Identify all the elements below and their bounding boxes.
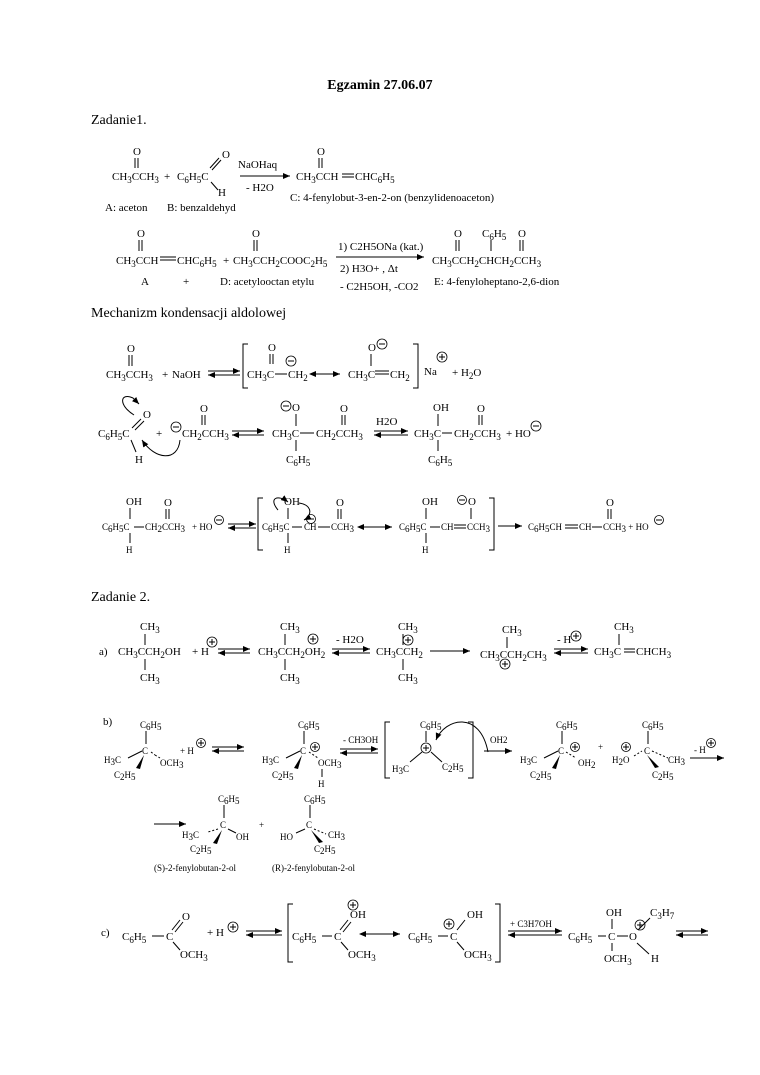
svg-text:CH3C: $CH_3C$ [594,646,622,660]
svg-text:+: + [259,820,265,830]
task2-part-a [99,621,672,686]
svg-text:H: H [218,187,226,199]
svg-text:O: O [629,931,637,943]
svg-text:H: H [284,545,291,555]
reaction-1-reagent-top: NaOHaq [238,159,278,171]
svg-text:C6H5C: C6H5C [102,522,130,534]
svg-text:CH3CCH2OH: $CH_3CCH_2OH$ [118,646,181,660]
svg-text:CH3: $CH_3$ [614,621,634,635]
svg-text:+: + [223,255,230,267]
svg-text:CH3: $CH_3$ [280,672,300,686]
label-a-aceton: A: aceton [105,202,148,214]
reaction-2-condition-1: 1) C2H5ONa (kat.) [338,241,424,253]
svg-text:CH3: CH3 [328,830,346,842]
b-loss-proton: - H [694,745,706,755]
svg-text:O: O [477,403,485,415]
svg-text:O: O [292,402,300,414]
svg-text:CHC6H5: $CHC_6H_5$ [355,171,395,185]
reaction-1-benzaldehyde [177,149,230,199]
svg-text:OH: OH [350,909,366,921]
svg-text:CH3CCH: $CH_3CCH$ [296,171,339,185]
svg-text:CH3CCH2: $CH_3CCH_2$ [376,646,423,660]
svg-text:CHC6H5: $CHC_6H_5$ [177,255,217,269]
svg-text:+: + [164,171,171,183]
svg-text:CH3: $CH_3$ [140,672,160,686]
svg-text:C6H5C: C6H5C [399,522,427,534]
svg-text:OH: OH [284,496,300,508]
svg-text:C: C [306,820,313,830]
label-reaction-2-a: A [141,276,149,288]
svg-text:C: C [558,746,565,756]
svg-text:CH3CCH2OH2: $CH_3CCH_2OH_2$ [258,646,326,660]
svg-text:CH: CH [441,522,454,532]
svg-text:C: C [644,746,651,756]
label-reaction-2-plus: + [183,276,190,288]
svg-text:CH3C: $CH_3C$ [272,428,300,442]
svg-text:C6H5: $C_6H_5$ [122,931,147,945]
svg-text:O: O [268,342,276,354]
svg-text:C6H5: $C_6H_5$ [428,454,453,468]
svg-text:CH: CH [579,522,592,532]
svg-text:OH: OH [467,909,483,921]
svg-text:CH3CCH2CHCH2CCH3: $CH_3CCH_2CHCH_2CCH_3$ [432,255,542,269]
svg-text:CCH3 + HO: CCH3 + HO [603,522,649,534]
svg-text:C2H5: C2H5 [652,770,674,782]
svg-text:OCH3: $OCH_3$ [180,949,208,963]
svg-text:O: O [606,497,614,509]
reaction-2-compound-a [116,228,229,269]
svg-text:C6H5: C6H5 [642,720,664,732]
label-part-a: a) [99,646,108,658]
svg-text:O: O [317,146,325,158]
svg-text:CH3CCH: $CH_3CCH$ [116,255,159,269]
svg-text:CH3C: $CH_3C$ [414,428,442,442]
svg-text:CH2CCH3: $CH_2CCH_3$ [182,428,229,442]
svg-text:CCH3: CCH3 [467,522,491,534]
svg-text:+ H2O: + $H_2O$ [452,367,482,381]
reaction-2-arrow [336,241,424,293]
svg-text:OH: OH [126,496,142,508]
section-heading-task1: Zadanie1. [91,113,147,128]
svg-text:CH3: $CH_3$ [502,624,522,638]
reaction-2-compound-d [233,228,328,269]
reaction-1-acetone [112,146,170,185]
reaction-1-reagent-bottom: - H2O [246,182,274,194]
reaction-2-condition-3: - C2H5OH, -CO2 [340,281,419,293]
svg-text:O: O [368,342,376,354]
svg-text:+ HO: + HO [192,522,213,532]
svg-text:CH3C: $CH_3C$ [348,369,376,383]
svg-text:+ H: + H [180,746,194,756]
svg-text:O: O [127,343,135,355]
svg-text:C2H5: C2H5 [314,844,336,856]
reaction-2-condition-2: 2) H3O+ , Δt [340,263,398,275]
svg-text:CH3: $CH_3$ [280,621,300,635]
svg-text:+ H: + H [207,927,224,939]
section-heading-task2: Zadanie 2. [91,590,151,605]
svg-text:+: + [156,428,163,440]
svg-text:O: O [143,409,151,421]
svg-text:+ HO: + HO [506,428,531,440]
svg-text:C6H5: C6H5 [140,720,162,732]
svg-text:O: O [336,497,344,509]
mechanism-row-1 [106,339,481,388]
svg-text:O: O [468,496,476,508]
reaction-2-product-e [432,228,542,269]
svg-text:HO: HO [280,832,293,842]
svg-text:C: C [608,931,616,943]
label-part-c: c) [101,927,110,939]
svg-text:C: C [300,746,307,756]
svg-text:OH: OH [422,496,438,508]
svg-text:O: O [454,228,462,240]
svg-text:C2H5: C2H5 [272,770,294,782]
svg-text:C6H5: $C_6H_5$ [568,931,593,945]
c-reagent: + C3H7OH [510,919,552,929]
svg-text:OH2: OH2 [578,758,596,770]
svg-text:O: O [164,497,172,509]
svg-text:OCH3: $OCH_3$ [604,953,632,967]
svg-text:CH3C: $CH_3C$ [247,369,275,383]
svg-text:H3C: H3C [262,755,280,767]
label-b-benzaldehyd: B: benzaldehyd [167,202,236,214]
svg-text:H3C: H3C [182,830,200,842]
svg-text:C6H5: C6H5 [298,720,320,732]
svg-text:C: C [334,931,342,943]
svg-text:O: O [137,228,145,240]
b-water: OH2 [490,735,508,745]
svg-text:H: H [318,779,325,789]
svg-text:OH: OH [433,402,449,414]
svg-text:H: H [126,545,133,555]
section-heading-mechanism: Mechanizm kondensacji aldolowej [91,306,287,321]
svg-text:OCH3: OCH3 [160,758,184,770]
a-loss-proton: - H [557,634,572,646]
svg-text:CH2CCH3: $CH_2CCH_3$ [454,428,501,442]
svg-text:C6H5: C6H5 [304,794,326,806]
svg-text:C2H5: C2H5 [114,770,136,782]
page-title: Egzamin 27.06.07 [327,78,433,93]
svg-text:C2H5: C2H5 [530,770,552,782]
svg-text:+: + [598,742,604,752]
svg-text:OH: OH [236,832,249,842]
svg-text:CH3: CH3 [668,755,686,767]
svg-text:C6H5: C6H5 [556,720,578,732]
svg-text:C: C [166,931,174,943]
svg-text:C: C [220,820,227,830]
svg-text:OH: OH [606,907,622,919]
svg-text:C: C [450,931,458,943]
svg-text:C6H5: $C_6H_5$ [482,228,507,242]
reaction-1-product-c [296,146,395,185]
product-s-label: (S)-2-fenylobutan-2-ol [154,863,236,873]
svg-text:CH3: $CH_3$ [140,621,160,635]
svg-text:CH3CCH2COOC2H5: $CH_3CCH_2COOC_2H_5$ [233,255,328,269]
b-loss-methanol: - CH3OH [343,735,379,745]
svg-text:CH3CCH2CH3: $CH_3CCH_2CH_3$ [480,649,547,663]
product-r-label: (R)-2-fenylobutan-2-ol [272,863,355,873]
svg-text:C6H5: $C_6H_5$ [292,931,317,945]
svg-text:+: + [162,369,169,381]
svg-text:C2H5: C2H5 [190,844,212,856]
svg-text:CH2CCH3: CH2CCH3 [145,522,186,534]
svg-text:CHCH3: $CHCH_3$ [636,646,672,660]
svg-text:CH: CH [304,522,317,532]
a-loss-water: - H2O [336,634,364,646]
svg-text:CH3: $CH_3$ [398,672,418,686]
svg-text:OCH3: $OCH_3$ [348,949,376,963]
svg-text:O: O [252,228,260,240]
svg-text:H: H [651,953,659,965]
svg-text:C6H5C: $C_6H_5C$ [98,428,130,442]
svg-text:CH3CCH3: $CH_3CCH_3$ [112,171,159,185]
task2-part-c [101,900,708,967]
mechanism-row-2 [98,396,541,468]
svg-text:H2O: H2O [612,755,630,767]
label-e-product: E: 4-fenyloheptano-2,6-dion [434,276,560,288]
svg-text:O: O [200,403,208,415]
svg-text:C6H5: C6H5 [420,720,442,732]
svg-text:OCH3: $OCH_3$ [464,949,492,963]
svg-text:C6H5: C6H5 [218,794,240,806]
mechanism-row-3 [102,496,664,556]
na-text: Na [424,366,437,378]
svg-text:CH2CCH3: $CH_2CCH_3$ [316,428,363,442]
svg-text:CCH3: CCH3 [331,522,355,534]
svg-text:O: O [182,911,190,923]
svg-text:H3C: H3C [104,755,122,767]
svg-text:O: O [222,149,230,161]
svg-text:+ H: + H [192,646,209,658]
label-part-b: b) [103,716,113,728]
svg-text:C6H5C: C6H5C [262,522,290,534]
svg-text:O: O [340,403,348,415]
task2-part-b [103,716,724,873]
svg-text:CH2: $CH_2$ [390,369,410,383]
svg-text:H3C: H3C [520,755,538,767]
water-text: H2O [376,416,398,428]
label-d-acetylooctan: D: acetylooctan etylu [220,276,315,288]
naoh-text: NaOH [172,369,201,381]
svg-text:C6H5CH: C6H5CH [528,522,563,534]
svg-text:O: O [133,146,141,158]
svg-text:C2H5: C2H5 [442,762,464,774]
svg-text:C6H5: $C_6H_5$ [286,454,311,468]
svg-text:CH2: $CH_2$ [288,369,308,383]
svg-text:CH3CCH3: $CH_3CCH_3$ [106,369,153,383]
svg-text:C6H5C: $C_6H_5C$ [177,171,209,185]
svg-text:H: H [422,545,429,555]
svg-text:C3H7: $C_3H_7$ [650,907,675,921]
label-c-product: C: 4-fenylobut-3-en-2-on (benzylidenoaceton) [290,192,495,204]
svg-text:O: O [518,228,526,240]
reaction-1-arrow [238,159,290,194]
svg-text:H3C: H3C [392,764,410,776]
svg-text:C6H5: $C_6H_5$ [408,931,433,945]
svg-text:OCH3: OCH3 [318,758,342,770]
svg-text:CH3: $CH_3$ [398,621,418,635]
svg-text:C: C [142,746,149,756]
svg-text:H: H [135,454,143,466]
